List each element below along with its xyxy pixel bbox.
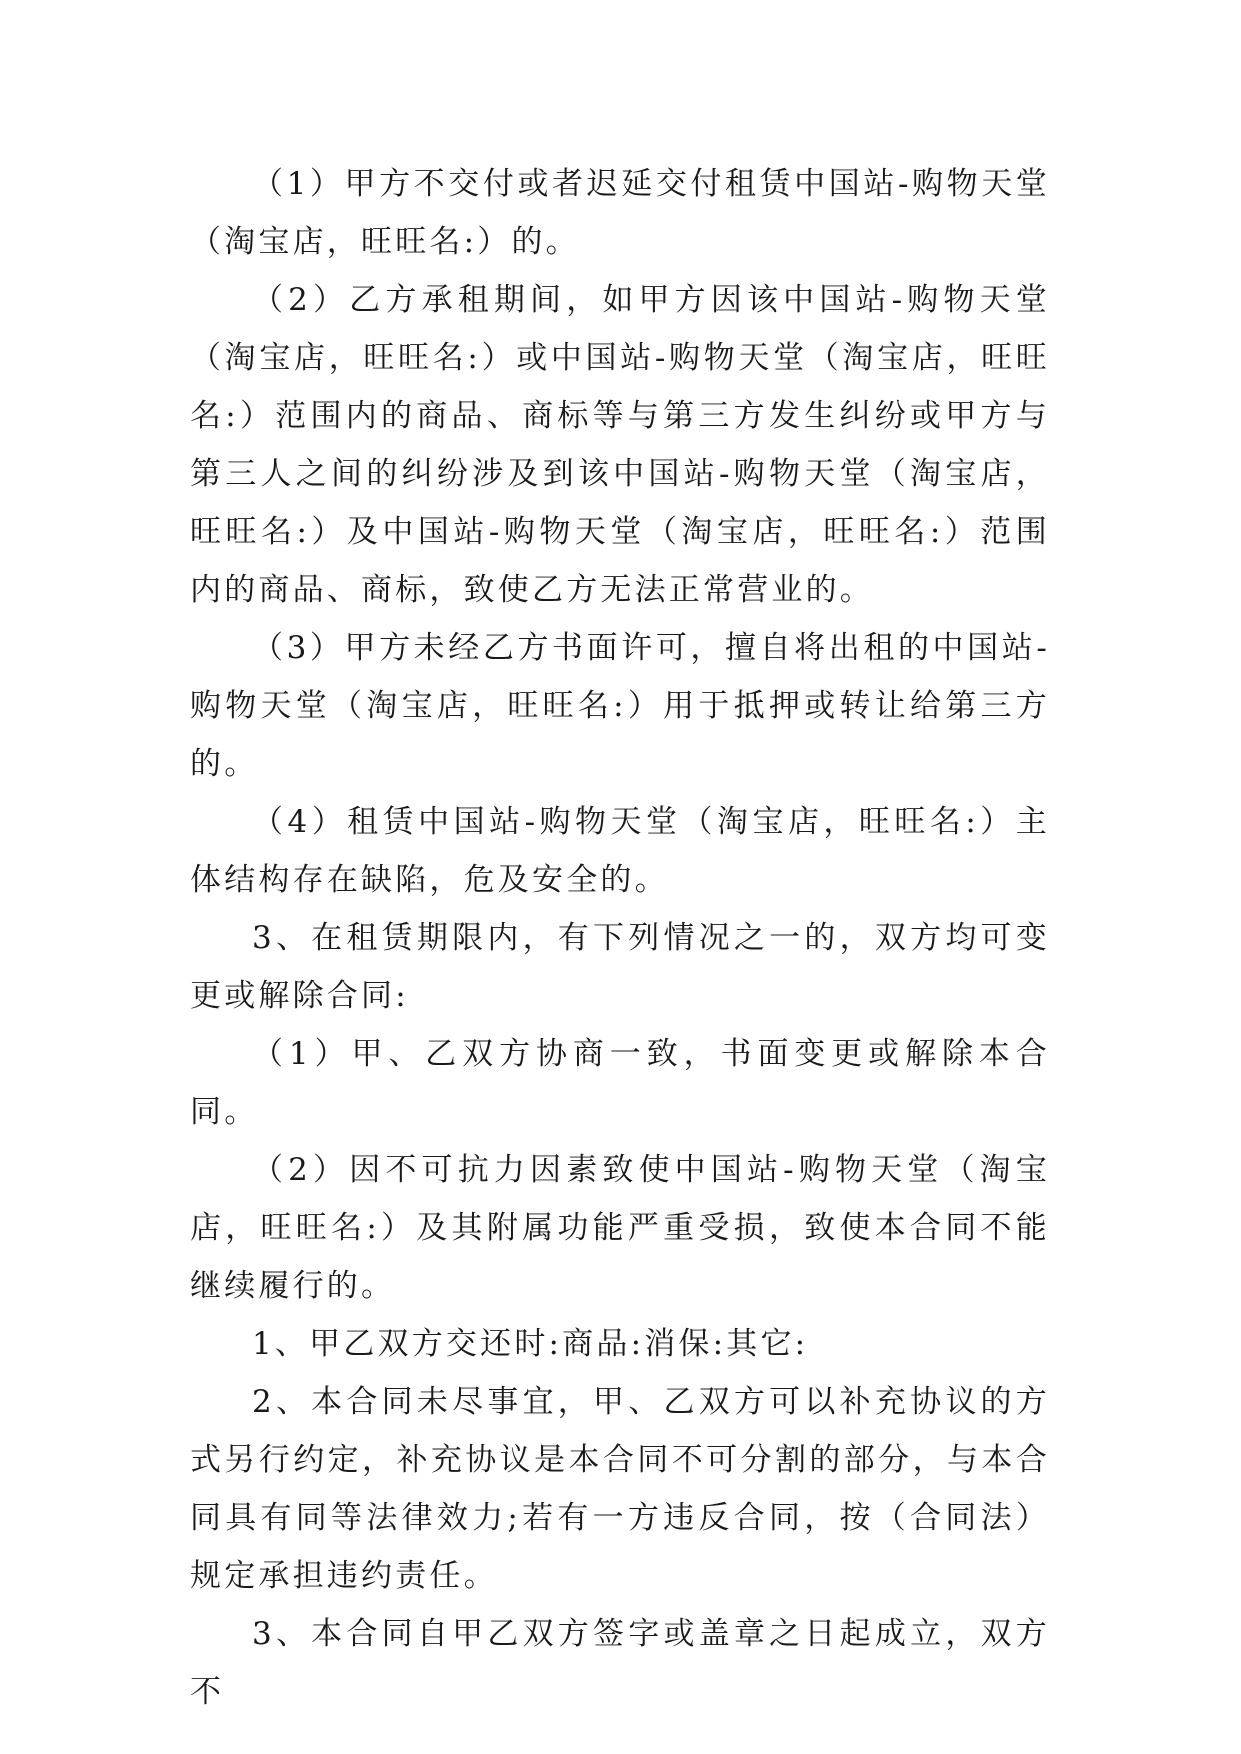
- paragraph-9: 2、本合同未尽事宜，甲、乙双方可以补充协议的方式另行约定，补充协议是本合同不可分割的部分，与本合同具有同等法律效力;若有一方违反合同，按（合同法）规定承担违约责任。: [190, 1384, 1050, 1594]
- paragraph-6: （1）甲、乙双方协商一致，书面变更或解除本合同。: [190, 1036, 1050, 1130]
- paragraph-3: （3）甲方未经乙方书面许可，擅自将出租的中国站-购物天堂（淘宝店，旺旺名:）用于抵押或转让给第三方的。: [190, 630, 1050, 782]
- paragraph-7: （2）因不可抗力因素致使中国站-购物天堂（淘宝店，旺旺名:）及其附属功能严重受损，致使本合同不能继续履行的。: [190, 1152, 1050, 1304]
- paragraph-2: （2）乙方承租期间，如甲方因该中国站-购物天堂（淘宝店，旺旺名:）或中国站-购物天堂（淘宝店，旺旺名:）范围内的商品、商标等与第三方发生纠纷或甲方与第三人之间的纠纷涉及到该中国站-购物天堂（淘宝店，旺旺名:）及中国站-购物天堂（淘宝店，旺旺名:）范围内的商品、商标，致使乙方无法正常营业的。: [190, 282, 1050, 608]
- paragraph-1: （1）甲方不交付或者迟延交付租赁中国站-购物天堂（淘宝店，旺旺名:）的。: [190, 166, 1050, 260]
- document-body: [190, 155, 1050, 1721]
- paragraph-10: 3、本合同自甲乙双方签字或盖章之日起成立，双方不: [190, 1616, 1050, 1710]
- paragraph-8: 1、甲乙双方交还时:商品:消保:其它:: [252, 1326, 809, 1362]
- paragraph-5: 3、在租赁期限内，有下列情况之一的，双方均可变更或解除合同:: [190, 920, 1050, 1014]
- paragraph-4: （4）租赁中国站-购物天堂（淘宝店，旺旺名:）主体结构存在缺陷，危及安全的。: [190, 804, 1050, 898]
